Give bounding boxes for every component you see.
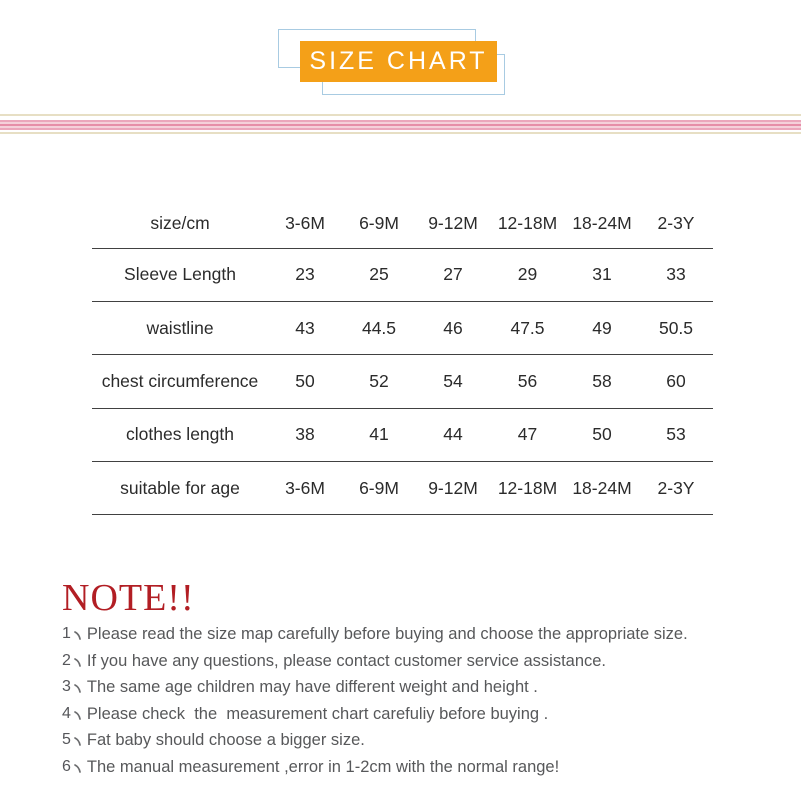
table-cell: 29 [517, 264, 538, 285]
stripe-tan-bottom [0, 132, 801, 134]
table-header-cell: 9-12M [428, 212, 478, 233]
table-cell: 53 [666, 424, 686, 445]
table-cell: 9-12M [428, 477, 478, 498]
note-number: 5 [62, 731, 71, 749]
table-cell: 27 [443, 264, 463, 285]
table-cell: 50.5 [658, 317, 694, 338]
table-header-cell: 6-9M [359, 212, 399, 233]
table-cell: 56 [517, 370, 538, 391]
note-number: 4 [62, 704, 71, 722]
size-table [92, 199, 713, 515]
table-cell: 47.5 [510, 317, 545, 338]
enum-comma-icon [72, 734, 84, 747]
note-text: If you have any questions, please contact customer service assistance. [86, 651, 607, 670]
table-row [92, 248, 713, 301]
table-cell: 50 [295, 370, 315, 391]
table-cell: 41 [369, 424, 389, 445]
enum-comma-icon [72, 761, 84, 774]
table-cell: 38 [295, 424, 315, 445]
note-text: Please check the measurement chart carefuliy before buying . [86, 704, 549, 723]
enum-comma-icon [72, 628, 84, 641]
note-number: 6 [62, 757, 71, 775]
table-cell: 54 [443, 370, 463, 391]
table-row [92, 408, 713, 461]
table-cell: 49 [592, 317, 612, 338]
note-item [62, 624, 772, 644]
note-item [62, 730, 772, 750]
stripe-pink-band [0, 120, 801, 130]
table-cell: 46 [443, 317, 463, 338]
note-list [62, 624, 772, 784]
divider-stripes [0, 114, 801, 134]
note-number: 2 [62, 651, 71, 669]
table-cell: 18-24M [572, 477, 632, 498]
size-chart-title-box [300, 41, 497, 82]
table-cell: 31 [592, 264, 612, 285]
table-cell: 3-6M [285, 477, 325, 498]
table-header-row [92, 199, 713, 248]
table-cell: 50 [592, 424, 612, 445]
row-label: chest circumference [101, 370, 259, 391]
note-text: The manual measurement ,error in 1-2cm with the normal range! [86, 757, 560, 776]
table-cell: 12-18M [497, 477, 558, 498]
table-cell: 6-9M [359, 477, 399, 498]
note-number: 3 [62, 678, 71, 696]
note-item [62, 704, 772, 724]
note-text: Fat baby should choose a bigger size. [86, 731, 365, 750]
note-item [62, 651, 772, 671]
note-item [62, 757, 772, 777]
table-row [92, 301, 713, 354]
enum-comma-icon [72, 681, 84, 694]
row-label: Sleeve Length [124, 264, 236, 285]
table-header-cell: 2-3Y [657, 212, 695, 233]
table-cell: 60 [666, 370, 686, 391]
row-label: waistline [146, 317, 214, 338]
note-heading: NOTE!! [62, 577, 195, 619]
note-text: The same age children may have different weight and height . [86, 678, 538, 697]
table-cell: 23 [295, 264, 315, 285]
table-header-cell: 18-24M [572, 212, 632, 233]
table-cell: 52 [369, 370, 389, 391]
table-row [92, 462, 713, 515]
table-cell: 33 [666, 264, 686, 285]
table-cell: 58 [592, 370, 612, 391]
table-cell: 25 [369, 264, 389, 285]
table-row [92, 355, 713, 408]
table-header-cell: 3-6M [285, 212, 325, 233]
table-header-cell: 12-18M [497, 212, 558, 233]
enum-comma-icon [72, 655, 84, 668]
table-cell: 43 [295, 317, 315, 338]
enum-comma-icon [72, 708, 84, 721]
note-text: Please read the size map carefully before buying and choose the appropriate size. [86, 625, 688, 643]
table-cell: 2-3Y [657, 477, 695, 498]
page-title: SIZE CHART [309, 47, 488, 75]
note-number: 1 [62, 625, 71, 642]
row-label: suitable for age [120, 477, 240, 498]
table-header-cell: size/cm [150, 212, 210, 233]
row-label: clothes length [126, 424, 234, 445]
table-cell: 47 [517, 424, 538, 445]
table-cell: 44.5 [361, 317, 397, 338]
note-item [62, 677, 772, 697]
table-cell: 44 [443, 424, 463, 445]
